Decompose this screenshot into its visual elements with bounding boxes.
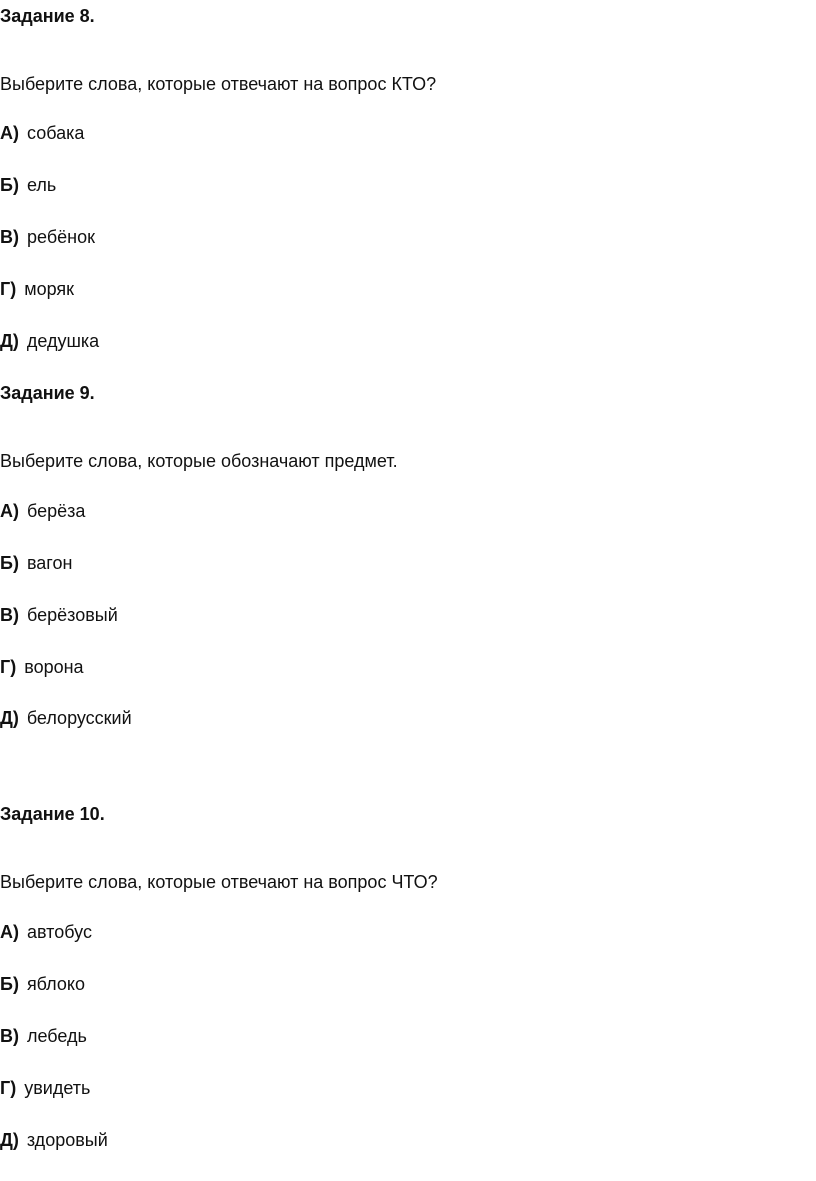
task-8-option-a (0, 122, 84, 144)
task-8-option-v (0, 226, 95, 248)
option-letter: А) (0, 922, 19, 942)
task-8-question: Выберите слова, которые отвечают на вопрос КТО? (0, 74, 437, 94)
option-text: автобус (27, 922, 92, 942)
option-letter: А) (0, 123, 19, 143)
option-text: дедушка (26, 331, 100, 351)
task-9-option-g (0, 656, 84, 678)
option-letter: Б) (0, 175, 19, 195)
task-10-option-v (0, 1025, 87, 1047)
task-10-question: Выберите слова, которые отвечают на вопрос ЧТО? (0, 872, 438, 892)
option-text: яблоко (26, 974, 85, 994)
option-letter: А) (0, 501, 19, 521)
task-8-option-g (0, 278, 74, 300)
option-text: здоровый (26, 1130, 108, 1150)
task-9-option-v (0, 604, 118, 626)
task-9-title: Задание 9. (0, 383, 95, 403)
option-letter: Б) (0, 974, 19, 994)
task-10-option-b (0, 973, 85, 995)
option-letter: В) (0, 227, 19, 247)
option-letter: Д) (0, 1130, 19, 1150)
option-text: берёзовый (27, 605, 118, 625)
option-text: вагон (26, 553, 73, 573)
task-10-option-g (0, 1077, 90, 1099)
option-text: собака (27, 123, 85, 143)
option-letter: В) (0, 1026, 19, 1046)
option-letter: Г) (0, 657, 17, 677)
task-9-option-a (0, 500, 85, 522)
task-10-title: Задание 10. (0, 804, 105, 824)
task-9-question: Выберите слова, которые обозначают предмет. (0, 451, 398, 471)
option-text: ворона (24, 657, 84, 677)
task-10-option-d (0, 1129, 108, 1151)
option-text: ребёнок (27, 227, 95, 247)
task-9-option-b (0, 552, 72, 574)
option-text: лебедь (27, 1026, 87, 1046)
option-letter: Д) (0, 331, 19, 351)
option-text: моряк (24, 279, 75, 299)
task-8-title: Задание 8. (0, 6, 95, 26)
option-text: ель (26, 175, 57, 195)
option-letter: Д) (0, 708, 19, 728)
option-letter: Г) (0, 1078, 17, 1098)
task-8-option-b (0, 174, 56, 196)
task-10-option-a (0, 921, 92, 943)
option-text: белорусский (26, 708, 132, 728)
option-letter: В) (0, 605, 19, 625)
task-8-option-d (0, 330, 99, 352)
option-letter: Б) (0, 553, 19, 573)
option-text: увидеть (24, 1078, 91, 1098)
task-9-option-d (0, 707, 132, 729)
option-text: берёза (27, 501, 86, 521)
option-letter: Г) (0, 279, 17, 299)
